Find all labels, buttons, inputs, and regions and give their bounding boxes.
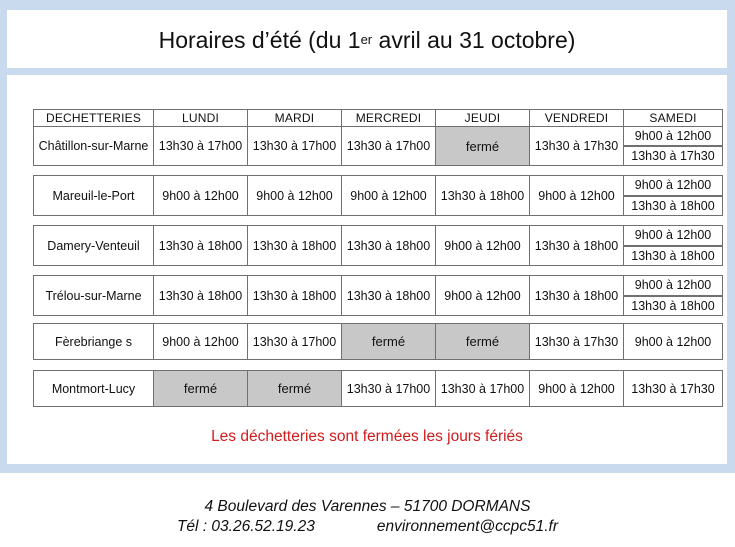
row-name: Fèrebriange s [33, 323, 154, 360]
cell-jeudi: fermé [435, 126, 530, 166]
cell-jeudi: 13h30 à 17h00 [435, 370, 530, 407]
cell-mardi: 13h30 à 17h00 [247, 323, 342, 360]
row-name: Mareuil-le-Port [33, 175, 154, 216]
title-box [7, 10, 727, 68]
samedi-morning: 9h00 à 12h00 [623, 175, 723, 196]
samedi-afternoon: 13h30 à 18h00 [623, 196, 723, 217]
row-name: Trélou-sur-Marne [33, 275, 154, 316]
title-superscript: er [360, 32, 373, 47]
cell-mardi: 9h00 à 12h00 [247, 175, 342, 216]
footer-address: 4 Boulevard des Varennes – 51700 DORMANS [204, 498, 531, 515]
schedule-panel [7, 75, 727, 464]
cell-mercredi: 13h30 à 17h00 [341, 370, 436, 407]
cell-mercredi: 13h30 à 17h00 [341, 126, 436, 166]
row-name: Châtillon-sur-Marne [33, 126, 154, 166]
footer-contact [0, 517, 735, 537]
cell-jeudi: fermé [435, 323, 530, 360]
title-prefix: Horaires d’été (du 1 [158, 27, 361, 53]
table-header-row [33, 109, 723, 127]
footer-phone: Tél : 03.26.52.19.23 [176, 518, 315, 535]
cell-jeudi: 13h30 à 18h00 [435, 175, 530, 216]
cell-lundi: 13h30 à 17h00 [153, 126, 248, 166]
cell-samedi: 13h30 à 17h30 [623, 370, 723, 407]
cell-samedi: 9h00 à 12h00 [623, 323, 723, 360]
cell-lundi: 9h00 à 12h00 [153, 175, 248, 216]
cell-mardi: 13h30 à 17h00 [247, 126, 342, 166]
title-suffix: avril au 31 octobre) [372, 27, 576, 53]
cell-samedi [623, 225, 723, 266]
cell-samedi [623, 126, 723, 166]
cell-mardi: 13h30 à 18h00 [247, 275, 342, 316]
header-dechetteries: DECHETTERIES [33, 109, 154, 127]
samedi-morning: 9h00 à 12h00 [623, 225, 723, 246]
table-row-trelou [33, 275, 723, 316]
header-mercredi: MERCREDI [341, 109, 436, 127]
cell-mercredi: 13h30 à 18h00 [341, 225, 436, 266]
header-samedi: SAMEDI [623, 109, 723, 127]
cell-mardi: fermé [247, 370, 342, 407]
table-row-damery [33, 225, 723, 266]
header-mardi: MARDI [247, 109, 342, 127]
footer-email: environnement@ccpc51.fr [376, 518, 559, 535]
cell-lundi: 13h30 à 18h00 [153, 275, 248, 316]
cell-vendredi: 13h30 à 18h00 [529, 275, 624, 316]
cell-mercredi: 13h30 à 18h00 [341, 275, 436, 316]
header-vendredi: VENDREDI [529, 109, 624, 127]
cell-mercredi: fermé [341, 323, 436, 360]
table-row-chatillon [33, 126, 723, 166]
cell-lundi: 9h00 à 12h00 [153, 323, 248, 360]
cell-vendredi: 13h30 à 17h30 [529, 323, 624, 360]
samedi-afternoon: 13h30 à 18h00 [623, 246, 723, 267]
samedi-morning: 9h00 à 12h00 [623, 275, 723, 296]
row-name: Damery-Venteuil [33, 225, 154, 266]
table-row-mareuil [33, 175, 723, 216]
table-row-ferebrianges [33, 323, 723, 360]
cell-mercredi: 9h00 à 12h00 [341, 175, 436, 216]
page-title [7, 27, 727, 54]
table-row-montmort [33, 370, 723, 407]
samedi-afternoon: 13h30 à 18h00 [623, 296, 723, 317]
samedi-morning: 9h00 à 12h00 [623, 126, 723, 146]
header-jeudi: JEUDI [435, 109, 530, 127]
row-name: Montmort-Lucy [33, 370, 154, 407]
cell-samedi [623, 275, 723, 316]
cell-mardi: 13h30 à 18h00 [247, 225, 342, 266]
cell-lundi: fermé [153, 370, 248, 407]
header-lundi: LUNDI [153, 109, 248, 127]
cell-jeudi: 9h00 à 12h00 [435, 275, 530, 316]
cell-vendredi: 13h30 à 17h30 [529, 126, 624, 166]
cell-samedi [623, 175, 723, 216]
footer [0, 497, 735, 537]
cell-vendredi: 13h30 à 18h00 [529, 225, 624, 266]
cell-vendredi: 9h00 à 12h00 [529, 370, 624, 407]
cell-vendredi: 9h00 à 12h00 [529, 175, 624, 216]
samedi-afternoon: 13h30 à 17h30 [623, 146, 723, 166]
holiday-notice: Les déchetteries sont fermées les jours fériés [211, 428, 523, 445]
cell-lundi: 13h30 à 18h00 [153, 225, 248, 266]
cell-jeudi: 9h00 à 12h00 [435, 225, 530, 266]
